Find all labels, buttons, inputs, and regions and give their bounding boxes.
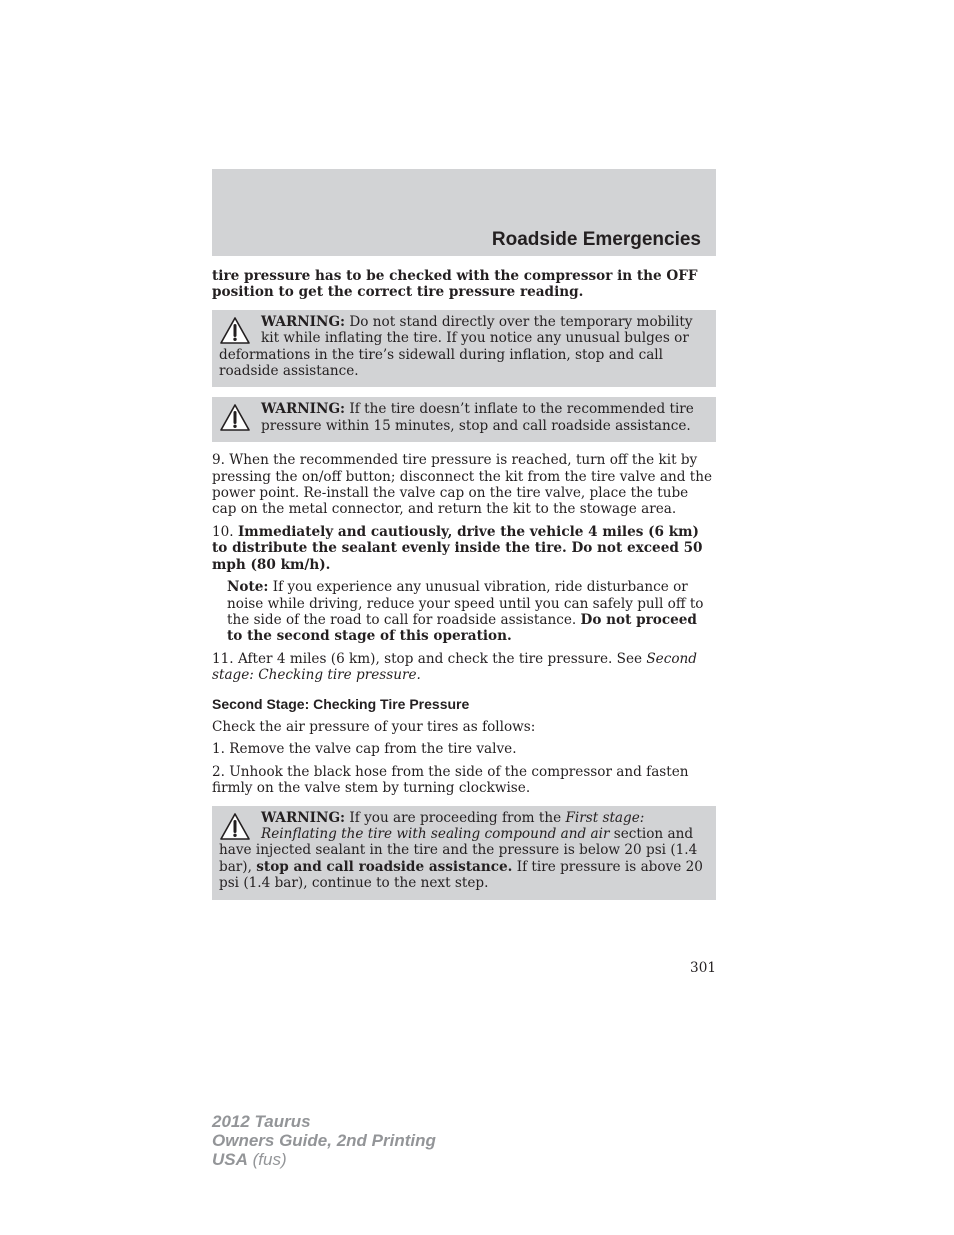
document-footer xyxy=(212,1112,436,1169)
footer-code: (fus) xyxy=(247,1150,287,1169)
page-number: 301 xyxy=(690,960,716,976)
note-paragraph xyxy=(227,579,716,645)
warning-bold-text: stop and call roadside assistance. xyxy=(256,858,513,875)
step-11-reference: Second stage: Checking tire pressure. xyxy=(212,650,697,684)
warning-text: section and have injected sealant in the tire and the pressure is below 20 psi (1.4 bar), xyxy=(219,825,698,875)
section-header-band xyxy=(212,169,716,256)
footer-model: 2012 Taurus xyxy=(212,1112,311,1131)
warning-box xyxy=(212,397,716,442)
step-10 xyxy=(212,524,716,573)
check-step-2: 2. Unhook the black hose from the side of the compressor and fasten firmly on the valve stem by turning clockwise. xyxy=(212,763,689,797)
warning-text: If you are proceeding from the xyxy=(345,809,566,826)
check-intro: Check the air pressure of your tires as follows: xyxy=(212,718,536,735)
step-10-number: 10. xyxy=(212,523,238,540)
warning-triangle-icon xyxy=(219,403,251,433)
footer-guide: Owners Guide, 2nd Printing xyxy=(212,1131,436,1150)
step-11 xyxy=(212,651,716,684)
section-heading: Second Stage: Checking Tire Pressure xyxy=(212,695,470,712)
warning-box xyxy=(212,310,716,388)
warning-text: Do not stand directly over the temporary mobility kit while inflating the tire. If you notice any unusual bulges or deformations in the tire’s sidewall during inflation, stop and call roadside assistance. xyxy=(219,313,693,380)
warning-text: If tire pressure is above 20 psi (1.4 bar), continue to the next step. xyxy=(219,858,703,892)
footer-country: USA xyxy=(212,1150,248,1169)
page-content xyxy=(212,268,716,910)
warning-label: WARNING: xyxy=(261,313,346,330)
note-label: Note: xyxy=(227,579,269,596)
warning-triangle-icon xyxy=(219,316,251,346)
warning-triangle-icon xyxy=(219,812,251,842)
warning-reference: First stage: Reinflating the tire with sealing compound and air xyxy=(261,809,645,842)
check-step-1: 1. Remove the valve cap from the tire valve. xyxy=(212,741,517,758)
warning-text: If the tire doesn’t inflate to the recommended tire pressure within 15 minutes, stop and call roadside assistance. xyxy=(261,401,694,434)
intro-paragraph xyxy=(212,268,716,301)
note-bold-text: Do not proceed to the second stage of this operation. xyxy=(227,611,697,645)
intro-bold-text: tire pressure has to be checked with the compressor in the OFF position to get the correct tire pressure reading. xyxy=(212,268,698,301)
note-text: If you experience any unusual vibration, ride disturbance or noise while driving, reduce your speed until you can safely pull off to the side of the road to call for roadside assistance. xyxy=(227,579,704,628)
step-11-text: 11. After 4 miles (6 km), stop and check the tire pressure. See xyxy=(212,650,647,667)
warning-box xyxy=(212,806,716,900)
step-9: 9. When the recommended tire pressure is reached, turn off the kit by pressing the on/off button; disconnect the kit from the tire valve and the power point. Re-install the valve cap on the tire valve, place the tube cap on the metal connector, and return the kit to the stowage area. xyxy=(212,452,713,518)
step-10-bold-text: Immediately and cautiously, drive the vehicle 4 miles (6 km) to distribute the sealant evenly inside the tire. Do not exceed 50 mph (80 km/h). xyxy=(212,523,703,573)
footer-market xyxy=(212,1150,436,1169)
section-title: Roadside Emergencies xyxy=(491,229,701,250)
warning-label: WARNING: xyxy=(261,401,346,418)
warning-label: WARNING: xyxy=(261,809,346,826)
